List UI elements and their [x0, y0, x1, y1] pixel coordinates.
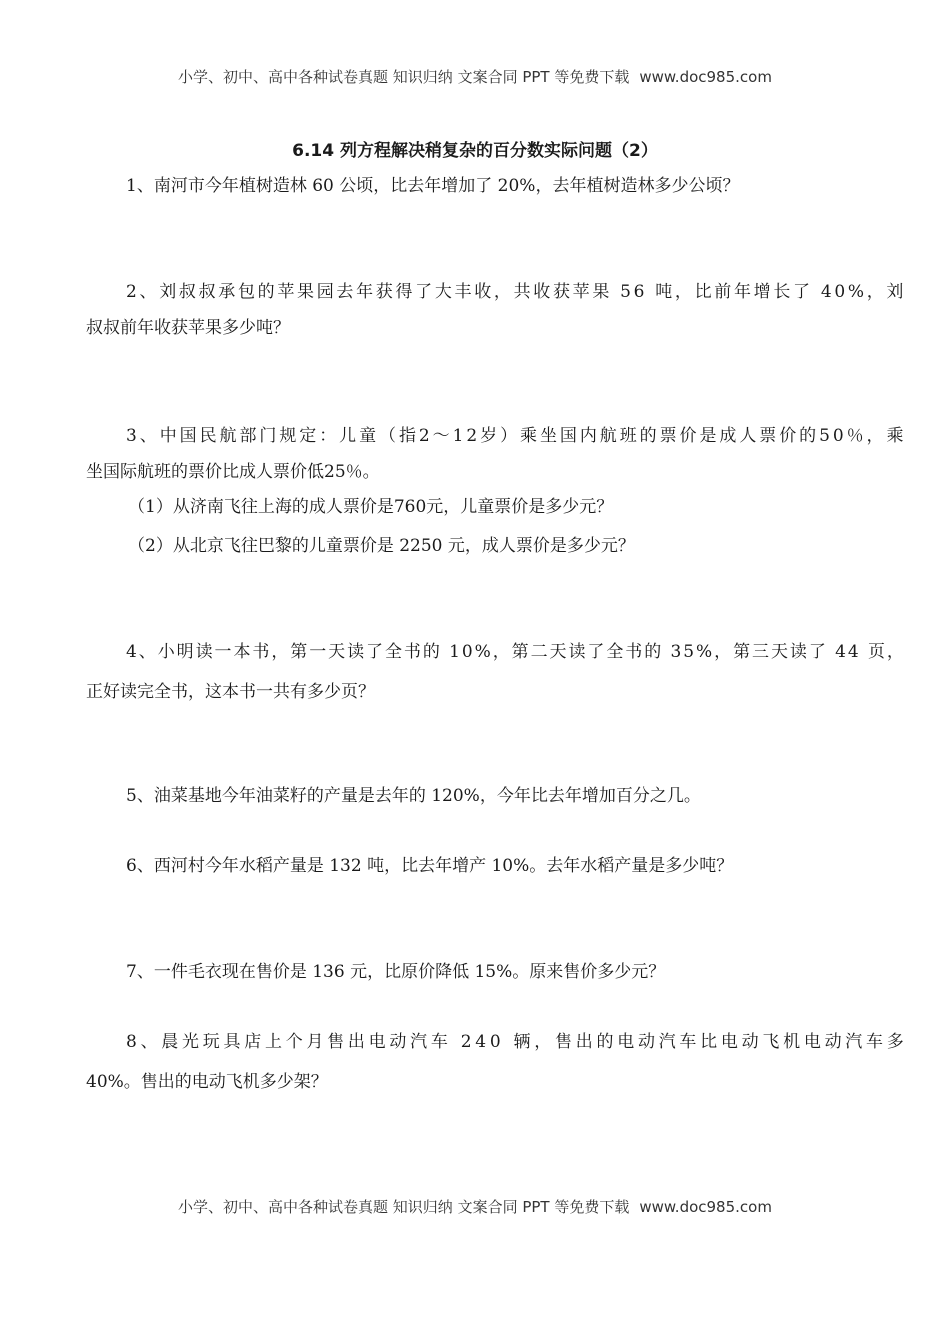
question-1: 1、南河市今年植树造林 60 公顷，比去年增加了 20%，去年植树造林多少公顷？	[126, 176, 740, 196]
header-text: 小学、初中、高中各种试卷真题 知识归纳 文案合同 PPT 等免费下载	[178, 68, 630, 86]
question-6: 6、西河村今年水稻产量是 132 吨，比去年增产 10%。去年水稻产量是多少吨？	[126, 856, 734, 876]
question-3-line-2: 坐国际航班的票价比成人票价低25％。	[86, 462, 380, 482]
question-8-line-1: 8 、 晨 光 玩 具 店 上 个 月 售 出 电 动 汽 车 2 4 0 辆 ， 售 出 的 电 动 汽 车 比 电 动 飞 机 电 动 汽 车 多	[126, 1032, 904, 1052]
question-4-line-2: 正好读完全书，这本书一共有多少页？	[86, 682, 375, 702]
footer-url: www.doc985.com	[639, 1198, 772, 1216]
page-header	[0, 66, 950, 87]
question-5: 5、油菜基地今年油菜籽的产量是去年的 120%，今年比去年增加百分之几。	[126, 786, 701, 806]
question-3-line-1: 3 、 中 国 民 航 部 门 规 定 ： 儿 童 （ 指 2 ～ 1 2 岁 ） 乘 坐 国 内 航 班 的 票 价 是 成 人 票 价 的 5 0 ％ ， 乘	[126, 426, 904, 446]
question-8-line-2: 40%。售出的电动飞机多少架？	[86, 1072, 328, 1092]
question-3-sub-1: （1）从济南飞往上海的成人票价是760元，儿童票价是多少元？	[128, 497, 614, 517]
header-url: www.doc985.com	[639, 68, 772, 86]
question-2-line-2: 叔叔前年收获苹果多少吨？	[86, 318, 290, 338]
question-4-line-1: 4 、 小 明 读 一 本 书 ， 第 一 天 读 了 全 书 的 1 0 % ， 第 二 天 读 了 全 书 的 3 5 % ， 第 三 天 读 了 4 4 页 ，	[126, 642, 904, 662]
question-3-sub-2: （2）从北京飞往巴黎的儿童票价是 2250 元，成人票价是多少元？	[128, 536, 635, 556]
page-title: 6.14 列方程解决稍复杂的百分数实际问题（2）	[292, 141, 658, 161]
page-footer	[0, 1196, 950, 1217]
footer-text: 小学、初中、高中各种试卷真题 知识归纳 文案合同 PPT 等免费下载	[178, 1198, 630, 1216]
question-2-line-1: 2 、 刘 叔 叔 承 包 的 苹 果 园 去 年 获 得 了 大 丰 收 ， 共 收 获 苹 果 5 6 吨 ， 比 前 年 增 长 了 4 0 % ， 刘	[126, 282, 904, 302]
question-7: 7、一件毛衣现在售价是 136 元，比原价降低 15%。原来售价多少元？	[126, 962, 666, 982]
